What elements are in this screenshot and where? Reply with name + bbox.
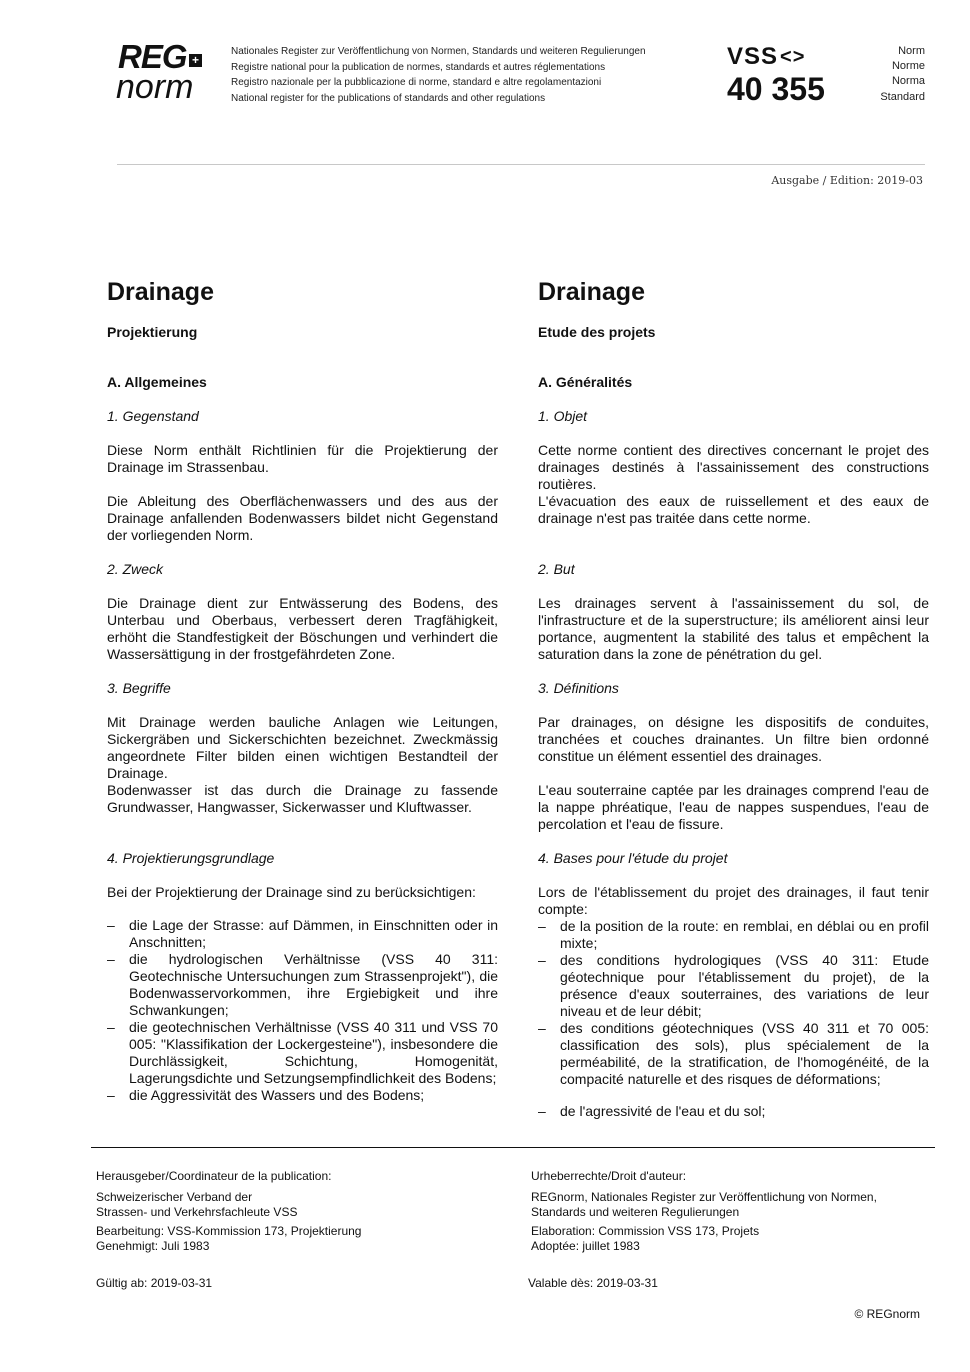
subtitle-de: Projektierung <box>107 324 198 340</box>
publisher-line-1: Schweizerischer Verband der <box>96 1190 253 1204</box>
paragraph-5-fr: L'eau souterraine captée par les drainages comprend l'eau de la nappe phréatique, l'eau de nappes suspendues, l'eau de percolation et l'eau de fissure. <box>538 782 929 832</box>
adoption-date: Adoptée: juillet 1983 <box>531 1239 640 1253</box>
dash-bullet-icon: – <box>107 951 115 967</box>
list-item: – des conditions géotechniques (VSS 40 311 et 70 005: classification des sols), plus spécialement de la perméabilité, de la stratification, de l'homogénéité, de la compacité naturelle et des risques de déformations; <box>538 1020 929 1087</box>
edition-date: Ausgabe / Edition: 2019-03 <box>771 174 923 187</box>
dash-bullet-icon: – <box>107 1019 115 1035</box>
vss-label: VSS <box>727 43 779 70</box>
norm-word-fr: Norme <box>891 60 925 73</box>
approval-date: Genehmigt: Juli 1983 <box>96 1239 210 1253</box>
list-item: – die Aggressivität des Wassers und des Bodens; <box>107 1087 425 1103</box>
paragraph-4-fr: Par drainages, on désigne les dispositifs de conduites, tranchées et couches drainantes. Un filtre bien ordonné constitue un élément essentiel des drainages. <box>538 714 929 764</box>
requirements-list-fr <box>538 918 929 1120</box>
list-item: – die geotechnischen Verhältnisse (VSS 40 311 und VSS 70 005: "Klassifikation der Lockergesteine"), insbesondere die Durchlässigkeit, Schichtung, Homogenität, Lagerungsdichte und Setzungsempfindlichkeit des Bodens; <box>107 1019 498 1086</box>
paragraph-1-de: Diese Norm enthält Richtlinien für die Projektierung der Drainage im Strassenbau. <box>107 442 498 475</box>
header-divider <box>117 164 925 165</box>
register-line-de: Nationales Register zur Veröffentlichung von Normen, Standards und weiteren Regulierungen <box>231 46 646 57</box>
norm-word-en: Standard <box>880 90 925 103</box>
footer-left <box>96 1169 496 1254</box>
paragraph-2-fr: L'évacuation des eaux de ruissellement et des eaux de drainage n'est pas traitée dans cette norme. <box>538 493 929 526</box>
section-a-fr: A. Généralités <box>538 374 633 390</box>
logo-reg-text: REG <box>118 38 187 75</box>
footer-divider <box>91 1147 935 1148</box>
footer-right <box>531 1169 921 1254</box>
heading-1-fr: 1. Objet <box>538 408 588 424</box>
list-item: – de l'agressivité de l'eau et du sol; <box>538 1103 766 1119</box>
norm-word-de: Norm <box>898 45 925 57</box>
list-item: – de la position de la route: en remblai, en déblai ou en profil mixte; <box>538 918 929 951</box>
vss-arrow-icon: <> <box>780 46 806 68</box>
dash-bullet-icon: – <box>107 1087 115 1103</box>
paragraph-3-de: Die Drainage dient zur Entwässerung des Bodens, des Unterbau und Oberbaus, verbessert deren Tragfähigkeit, erhöht die Standfestigkeit der Böschungen und verhindert die Wassersättigung in der frostgefährdeten Zone. <box>107 595 498 662</box>
heading-2-de: 2. Zweck <box>107 561 164 577</box>
register-line-it: Registro nazionale per la pubblicazione di norme, standard e altre regolamentazioni <box>231 77 602 88</box>
heading-1-de: 1. Gegenstand <box>107 408 199 424</box>
heading-4-fr: 4. Bases pour l'étude du projet <box>538 850 728 866</box>
list-item: – des conditions hydrologiques (VSS 40 311: Etude géotechnique pour l'établissement du projet), de la présence d'eaux souterraines, des variations de leur niveau et de leur débit; <box>538 952 929 1019</box>
dash-bullet-icon: – <box>538 1020 546 1036</box>
requirements-list-de <box>107 917 498 1104</box>
heading-3-de: 3. Begriffe <box>107 680 171 696</box>
paragraph-3-fr: Les drainages servent à l'assainissement du sol, de l'infrastructure et de la superstructure; ils améliorent ainsi leur portance, augmentent la stabilité des talus et empêchent la saturation dans la zone de pénétration du gel. <box>538 595 929 662</box>
dash-bullet-icon: – <box>107 917 115 933</box>
list-item: – die Lage der Strasse: auf Dämmen, in Einschnitten oder in Anschnitten; <box>107 917 498 950</box>
section-a-de: A. Allgemeines <box>107 374 207 390</box>
french-column <box>538 276 929 1120</box>
register-description <box>231 44 646 106</box>
regnorm-logo-norm: norm <box>116 68 194 106</box>
paragraph-6-fr: Lors de l'établissement du projet des drainages, il faut tenir compte: <box>538 884 929 917</box>
publisher-line-2: Strassen- und Verkehrsfachleute VSS <box>96 1205 298 1219</box>
paragraph-6-de: Bei der Projektierung der Drainage sind zu berücksichtigen: <box>107 884 476 900</box>
title-de: Drainage <box>107 278 214 306</box>
norm-word-it: Norma <box>891 75 925 88</box>
vss-logo <box>727 44 805 70</box>
dash-bullet-icon: – <box>538 918 546 934</box>
register-line-fr: Registre national pour la publication de normes, standards et autres réglementations <box>231 61 606 73</box>
elaboration-info: Elaboration: Commission VSS 173, Projets <box>531 1224 760 1238</box>
dash-bullet-icon: – <box>538 952 546 968</box>
paragraph-4-de: Mit Drainage werden bauliche Anlagen wie Leitungen, Sickergräben und Sickerschichten bezeichnet. Zweckmässig angeordnete Filter bilden einen wichtigen Bestandteil der Drainage. <box>107 714 498 781</box>
german-column <box>107 276 498 1104</box>
copyright-line-2: Standards und weiteren Regulierungen <box>531 1205 740 1219</box>
heading-2-fr: 2. But <box>538 561 575 577</box>
paragraph-2-de: Die Ableitung des Oberflächenwassers und des aus der Drainage anfallenden Bodenwassers bildet nicht Gegenstand der vorliegenden Norm. <box>107 493 498 543</box>
subtitle-fr: Etude des projets <box>538 324 656 340</box>
heading-3-fr: 3. Définitions <box>538 680 619 696</box>
paragraph-1-fr: Cette norme contient des directives concernant le projet des drainages destinés à l'assainissement des constructions routières. <box>538 442 929 492</box>
valid-from-fr: Valable dès: 2019-03-31 <box>528 1276 658 1290</box>
swiss-cross-icon: + <box>189 54 202 67</box>
norm-number: 40 355 <box>727 71 825 107</box>
copyright-line-1: REGnorm, Nationales Register zur Veröffentlichung von Normen, <box>531 1190 877 1204</box>
paragraph-5-de: Bodenwasser ist das durch die Drainage zu fassende Grundwasser, Hangwasser, Sickerwasser und Kluftwasser. <box>107 782 498 815</box>
copyright-mark: © REGnorm <box>854 1307 920 1321</box>
publisher-label: Herausgeber/Coordinateur de la publication: <box>96 1169 332 1183</box>
heading-4-de: 4. Projektierungsgrundlage <box>107 850 275 866</box>
register-line-en: National register for the publications of standards and other regulations <box>231 92 546 104</box>
valid-from-de: Gültig ab: 2019-03-31 <box>96 1276 213 1290</box>
list-item: – die hydrologischen Verhältnisse (VSS 40 311: Geotechnische Untersuchungen zum Strassenprojekt"), die Bodenwasservorkommen, ihre Ergiebigkeit und ihre Schwankungen; <box>107 951 498 1018</box>
processing-info: Bearbeitung: VSS-Kommission 173, Projektierung <box>96 1224 362 1238</box>
norm-type-labels <box>880 44 925 105</box>
copyright-label: Urheberrechte/Droit d'auteur: <box>531 1169 687 1183</box>
dash-bullet-icon: – <box>538 1103 546 1119</box>
title-fr: Drainage <box>538 278 645 306</box>
